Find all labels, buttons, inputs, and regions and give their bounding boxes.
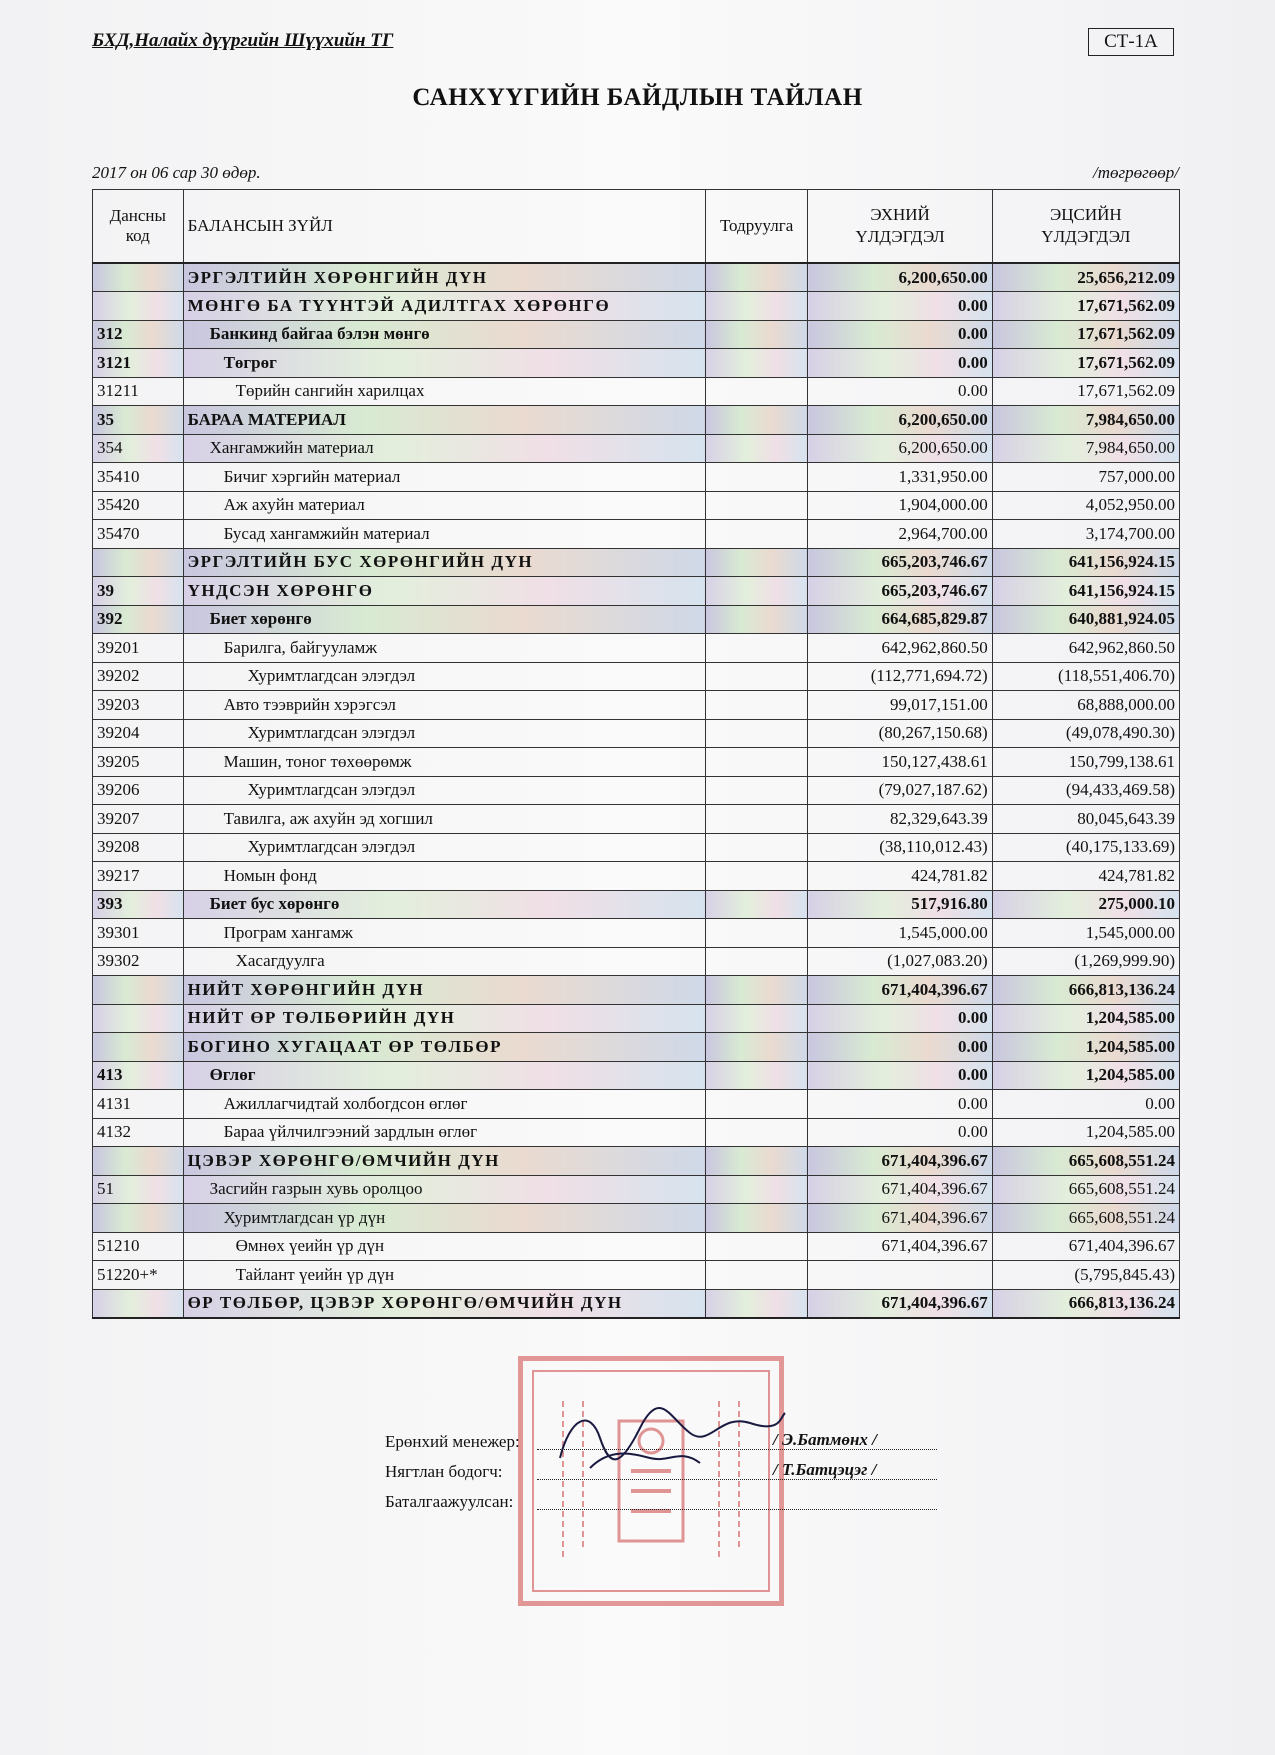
note-cell [705, 263, 808, 292]
opening-balance-cell: 517,916.80 [808, 890, 992, 919]
column-header-closing [992, 190, 1179, 264]
account-code-cell: 312 [93, 320, 184, 349]
closing-balance-cell: 665,608,551.24 [992, 1175, 1179, 1204]
account-code-cell: 39201 [93, 634, 184, 663]
table-row [93, 605, 1180, 634]
table-row [93, 805, 1180, 834]
note-cell [705, 833, 808, 862]
note-cell [705, 890, 808, 919]
note-cell [705, 349, 808, 378]
closing-balance-cell: 80,045,643.39 [992, 805, 1179, 834]
closing-balance-cell: 665,608,551.24 [992, 1147, 1179, 1176]
opening-balance-cell: 0.00 [808, 1061, 992, 1090]
column-header-opening-line1: ЭХНИЙ [870, 205, 930, 224]
note-cell [705, 377, 808, 406]
account-code-cell: 39203 [93, 691, 184, 720]
balance-item-cell: Барилга, байгууламж [183, 634, 705, 663]
note-cell [705, 862, 808, 891]
note-cell [705, 1232, 808, 1261]
account-code-cell: 51220+* [93, 1261, 184, 1290]
closing-balance-cell: 666,813,136.24 [992, 1289, 1179, 1318]
note-cell [705, 1147, 808, 1176]
account-code-cell: 51210 [93, 1232, 184, 1261]
closing-balance-cell: 757,000.00 [992, 463, 1179, 492]
opening-balance-cell: 671,404,396.67 [808, 1204, 992, 1233]
note-cell [705, 1090, 808, 1119]
table-header-row [93, 190, 1180, 264]
opening-balance-cell: 82,329,643.39 [808, 805, 992, 834]
account-code-cell: 3121 [93, 349, 184, 378]
table-row [93, 748, 1180, 777]
table-row [93, 548, 1180, 577]
account-code-cell: 413 [93, 1061, 184, 1090]
closing-balance-cell: 7,984,650.00 [992, 406, 1179, 435]
note-cell [705, 434, 808, 463]
note-cell [705, 1033, 808, 1062]
balance-item-cell: Хангамжийн материал [183, 434, 705, 463]
opening-balance-cell: 2,964,700.00 [808, 520, 992, 549]
form-code: СТ-1А [1088, 28, 1174, 56]
accountant-label: Нягтлан бодогч: [385, 1462, 503, 1481]
balance-item-cell: Банкинд байгаа бэлэн мөнгө [183, 320, 705, 349]
accountant-signature-line [537, 1479, 937, 1480]
account-code-cell: 35470 [93, 520, 184, 549]
opening-balance-cell: 0.00 [808, 1118, 992, 1147]
account-code-cell: 31211 [93, 377, 184, 406]
closing-balance-cell: 671,404,396.67 [992, 1232, 1179, 1261]
account-code-cell [93, 976, 184, 1005]
closing-balance-cell: 7,984,650.00 [992, 434, 1179, 463]
balance-item-cell: МӨНГӨ БА ТҮҮНТЭЙ АДИЛТГАХ ХӨРӨНГӨ [183, 292, 705, 321]
balance-sheet-table [92, 189, 1180, 1319]
column-header-closing-line1: ЭЦСИЙН [1050, 205, 1122, 224]
table-row [93, 691, 1180, 720]
column-header-note: Тодруулга [705, 190, 808, 264]
opening-balance-cell: 642,962,860.50 [808, 634, 992, 663]
table-row [93, 1289, 1180, 1318]
table-row [93, 263, 1180, 292]
note-cell [705, 1204, 808, 1233]
note-cell [705, 805, 808, 834]
opening-balance-cell: 0.00 [808, 377, 992, 406]
account-code-cell [93, 292, 184, 321]
opening-balance-cell: 0.00 [808, 1004, 992, 1033]
closing-balance-cell: 1,545,000.00 [992, 919, 1179, 948]
table-row [93, 890, 1180, 919]
account-code-cell: 39208 [93, 833, 184, 862]
opening-balance-cell: 665,203,746.67 [808, 577, 992, 606]
balance-item-cell: Тайлант үеийн үр дүн [183, 1261, 705, 1290]
opening-balance-cell: 1,331,950.00 [808, 463, 992, 492]
table-row [93, 1118, 1180, 1147]
note-cell [705, 776, 808, 805]
opening-balance-cell: 6,200,650.00 [808, 406, 992, 435]
table-row [93, 1175, 1180, 1204]
table-row [93, 976, 1180, 1005]
opening-balance-cell: 671,404,396.67 [808, 1147, 992, 1176]
balance-item-cell: Тавилга, аж ахуйн эд хогшил [183, 805, 705, 834]
table-row [93, 919, 1180, 948]
account-code-cell: 39301 [93, 919, 184, 948]
table-row [93, 634, 1180, 663]
opening-balance-cell [808, 1261, 992, 1290]
note-cell [705, 1261, 808, 1290]
closing-balance-cell: (118,551,406.70) [992, 662, 1179, 691]
closing-balance-cell: (5,795,845.43) [992, 1261, 1179, 1290]
balance-item-cell: Бичиг хэргийн материал [183, 463, 705, 492]
balance-item-cell: Номын фонд [183, 862, 705, 891]
opening-balance-cell: (79,027,187.62) [808, 776, 992, 805]
balance-item-cell: НИЙТ ХӨРӨНГИЙН ДҮН [183, 976, 705, 1005]
opening-balance-cell: 664,685,829.87 [808, 605, 992, 634]
column-header-code-line2: код [125, 226, 150, 245]
manager-signature-line [537, 1449, 937, 1450]
table-row [93, 1147, 1180, 1176]
balance-item-cell: Биет хөрөнгө [183, 605, 705, 634]
closing-balance-cell: 642,962,860.50 [992, 634, 1179, 663]
opening-balance-cell: 6,200,650.00 [808, 263, 992, 292]
note-cell [705, 520, 808, 549]
table-row [93, 862, 1180, 891]
table-row [93, 577, 1180, 606]
account-code-cell: 39205 [93, 748, 184, 777]
balance-item-cell: Авто тээврийн хэрэгсэл [183, 691, 705, 720]
opening-balance-cell: 424,781.82 [808, 862, 992, 891]
balance-item-cell: Хуримтлагдсан элэгдэл [183, 719, 705, 748]
opening-balance-cell: 0.00 [808, 1090, 992, 1119]
table-row [93, 719, 1180, 748]
balance-item-cell: ЭРГЭЛТИЙН ХӨРӨНГИЙН ДҮН [183, 263, 705, 292]
note-cell [705, 491, 808, 520]
table-row [93, 1004, 1180, 1033]
table-row [93, 349, 1180, 378]
note-cell [705, 634, 808, 663]
account-code-cell: 393 [93, 890, 184, 919]
balance-item-cell: ЦЭВЭР ХӨРӨНГӨ/ӨМЧИЙН ДҮН [183, 1147, 705, 1176]
closing-balance-cell: (40,175,133.69) [992, 833, 1179, 862]
manager-label: Ерөнхий менежер: [385, 1432, 520, 1451]
account-code-cell: 39217 [93, 862, 184, 891]
opening-balance-cell: 1,545,000.00 [808, 919, 992, 948]
handwritten-signature [550, 1398, 790, 1488]
balance-item-cell: НИЙТ ӨР ТӨЛБӨРИЙН ДҮН [183, 1004, 705, 1033]
account-code-cell: 392 [93, 605, 184, 634]
opening-balance-cell: 671,404,396.67 [808, 976, 992, 1005]
opening-balance-cell: 99,017,151.00 [808, 691, 992, 720]
closing-balance-cell: 17,671,562.09 [992, 349, 1179, 378]
note-cell [705, 548, 808, 577]
account-code-cell [93, 263, 184, 292]
account-code-cell: 39202 [93, 662, 184, 691]
opening-balance-cell: (1,027,083.20) [808, 947, 992, 976]
balance-item-cell: Төрийн сангийн харилцах [183, 377, 705, 406]
opening-balance-cell: (38,110,012.43) [808, 833, 992, 862]
table-row [93, 1061, 1180, 1090]
account-code-cell: 39 [93, 577, 184, 606]
account-code-cell: 39207 [93, 805, 184, 834]
column-header-closing-line2: ҮЛДЭГДЭЛ [1041, 227, 1131, 246]
closing-balance-cell: 1,204,585.00 [992, 1033, 1179, 1062]
opening-balance-cell: 671,404,396.67 [808, 1175, 992, 1204]
column-header-code [93, 190, 184, 264]
account-code-cell: 39206 [93, 776, 184, 805]
note-cell [705, 691, 808, 720]
balance-item-cell: Хуримтлагдсан үр дүн [183, 1204, 705, 1233]
balance-item-cell: ҮНДСЭН ХӨРӨНГӨ [183, 577, 705, 606]
column-header-item: БАЛАНСЫН ЗҮЙЛ [183, 190, 705, 264]
note-cell [705, 292, 808, 321]
column-header-opening [808, 190, 992, 264]
account-code-cell [93, 1289, 184, 1318]
accountant-name: / Т.Батцэцэг / [773, 1460, 877, 1479]
closing-balance-cell: 1,204,585.00 [992, 1118, 1179, 1147]
opening-balance-cell: 0.00 [808, 1033, 992, 1062]
opening-balance-cell: 665,203,746.67 [808, 548, 992, 577]
balance-item-cell: Ажиллагчидтай холбогдсон өглөг [183, 1090, 705, 1119]
table-row [93, 1090, 1180, 1119]
closing-balance-cell: 1,204,585.00 [992, 1061, 1179, 1090]
opening-balance-cell: 0.00 [808, 292, 992, 321]
account-code-cell: 39204 [93, 719, 184, 748]
account-code-cell: 39302 [93, 947, 184, 976]
account-code-cell: 354 [93, 434, 184, 463]
note-cell [705, 919, 808, 948]
closing-balance-cell: 665,608,551.24 [992, 1204, 1179, 1233]
balance-item-cell: Хуримтлагдсан элэгдэл [183, 776, 705, 805]
opening-balance-cell: 150,127,438.61 [808, 748, 992, 777]
verified-label: Баталгаажуулсан: [385, 1492, 514, 1511]
note-cell [705, 1061, 808, 1090]
opening-balance-cell: 1,904,000.00 [808, 491, 992, 520]
balance-item-cell: Машин, тоног төхөөрөмж [183, 748, 705, 777]
balance-item-cell: Бараа үйлчилгээний зардлын өглөг [183, 1118, 705, 1147]
closing-balance-cell: (49,078,490.30) [992, 719, 1179, 748]
balance-item-cell: Өмнөх үеийн үр дүн [183, 1232, 705, 1261]
column-header-code-line1: Дансны [109, 206, 166, 225]
balance-item-cell: Хасагдуулга [183, 947, 705, 976]
note-cell [705, 320, 808, 349]
note-cell [705, 719, 808, 748]
note-cell [705, 976, 808, 1005]
opening-balance-cell: 0.00 [808, 349, 992, 378]
closing-balance-cell: 0.00 [992, 1090, 1179, 1119]
table-row [93, 776, 1180, 805]
table-row [93, 434, 1180, 463]
closing-balance-cell: (94,433,469.58) [992, 776, 1179, 805]
closing-balance-cell: 4,052,950.00 [992, 491, 1179, 520]
balance-item-cell: Аж ахуйн материал [183, 491, 705, 520]
table-row [93, 1033, 1180, 1062]
balance-item-cell: ӨР ТӨЛБӨР, ЦЭВЭР ХӨРӨНГӨ/ӨМЧИЙН ДҮН [183, 1289, 705, 1318]
table-row [93, 1204, 1180, 1233]
table-row [93, 377, 1180, 406]
closing-balance-cell: 3,174,700.00 [992, 520, 1179, 549]
closing-balance-cell: 641,156,924.15 [992, 577, 1179, 606]
table-row [93, 833, 1180, 862]
account-code-cell: 51 [93, 1175, 184, 1204]
closing-balance-cell: 275,000.10 [992, 890, 1179, 919]
balance-item-cell: Хуримтлагдсан элэгдэл [183, 833, 705, 862]
account-code-cell: 4132 [93, 1118, 184, 1147]
opening-balance-cell: 671,404,396.67 [808, 1289, 992, 1318]
balance-item-cell: Өглөг [183, 1061, 705, 1090]
note-cell [705, 662, 808, 691]
closing-balance-cell: 17,671,562.09 [992, 377, 1179, 406]
closing-balance-cell: 424,781.82 [992, 862, 1179, 891]
note-cell [705, 1004, 808, 1033]
closing-balance-cell: 150,799,138.61 [992, 748, 1179, 777]
note-cell [705, 1118, 808, 1147]
opening-balance-cell: 671,404,396.67 [808, 1232, 992, 1261]
balance-item-cell: Хуримтлагдсан элэгдэл [183, 662, 705, 691]
closing-balance-cell: 25,656,212.09 [992, 263, 1179, 292]
account-code-cell: 35 [93, 406, 184, 435]
table-body [93, 263, 1180, 1318]
table-row [93, 662, 1180, 691]
account-code-cell: 35420 [93, 491, 184, 520]
currency-unit: /төгрөгөөр/ [1093, 163, 1179, 182]
table-row [93, 1261, 1180, 1290]
note-cell [705, 1175, 808, 1204]
balance-item-cell: Програм хангамж [183, 919, 705, 948]
report-title: САНХҮҮГИЙН БАЙДЛЫН ТАЙЛАН [412, 84, 863, 111]
column-header-opening-line2: ҮЛДЭГДЭЛ [855, 227, 945, 246]
closing-balance-cell: 17,671,562.09 [992, 320, 1179, 349]
closing-balance-cell: 1,204,585.00 [992, 1004, 1179, 1033]
balance-item-cell: БАРАА МАТЕРИАЛ [183, 406, 705, 435]
closing-balance-cell: (1,269,999.90) [992, 947, 1179, 976]
closing-balance-cell: 666,813,136.24 [992, 976, 1179, 1005]
note-cell [705, 406, 808, 435]
note-cell [705, 463, 808, 492]
table-row [93, 463, 1180, 492]
account-code-cell: 4131 [93, 1090, 184, 1119]
table-row [93, 947, 1180, 976]
closing-balance-cell: 641,156,924.15 [992, 548, 1179, 577]
table-row [93, 292, 1180, 321]
account-code-cell: 35410 [93, 463, 184, 492]
note-cell [705, 1289, 808, 1318]
table-row [93, 520, 1180, 549]
closing-balance-cell: 640,881,924.05 [992, 605, 1179, 634]
opening-balance-cell: 6,200,650.00 [808, 434, 992, 463]
opening-balance-cell: (80,267,150.68) [808, 719, 992, 748]
balance-item-cell: Төгрөг [183, 349, 705, 378]
verified-signature-line [537, 1509, 937, 1510]
account-code-cell [93, 1147, 184, 1176]
note-cell [705, 605, 808, 634]
account-code-cell [93, 1204, 184, 1233]
balance-item-cell: ЭРГЭЛТИЙН БУС ХӨРӨНГИЙН ДҮН [183, 548, 705, 577]
account-code-cell [93, 548, 184, 577]
balance-item-cell: Бусад хангамжийн материал [183, 520, 705, 549]
balance-item-cell: Биет бус хөрөнгө [183, 890, 705, 919]
note-cell [705, 577, 808, 606]
opening-balance-cell: 0.00 [808, 320, 992, 349]
table-row [93, 406, 1180, 435]
opening-balance-cell: (112,771,694.72) [808, 662, 992, 691]
table-row [93, 320, 1180, 349]
organization-name: БХД,Налайх дүүргийн Шүүхийн ТГ [92, 30, 394, 51]
note-cell [705, 748, 808, 777]
closing-balance-cell: 17,671,562.09 [992, 292, 1179, 321]
report-date: 2017 он 06 сар 30 өдөр. [92, 163, 261, 182]
balance-item-cell: Засгийн газрын хувь оролцоо [183, 1175, 705, 1204]
note-cell [705, 947, 808, 976]
manager-name: / Э.Батмөнх / [773, 1430, 877, 1449]
table-row [93, 1232, 1180, 1261]
balance-item-cell: БОГИНО ХУГАЦААТ ӨР ТӨЛБӨР [183, 1033, 705, 1062]
table-row [93, 491, 1180, 520]
account-code-cell [93, 1004, 184, 1033]
account-code-cell [93, 1033, 184, 1062]
closing-balance-cell: 68,888,000.00 [992, 691, 1179, 720]
